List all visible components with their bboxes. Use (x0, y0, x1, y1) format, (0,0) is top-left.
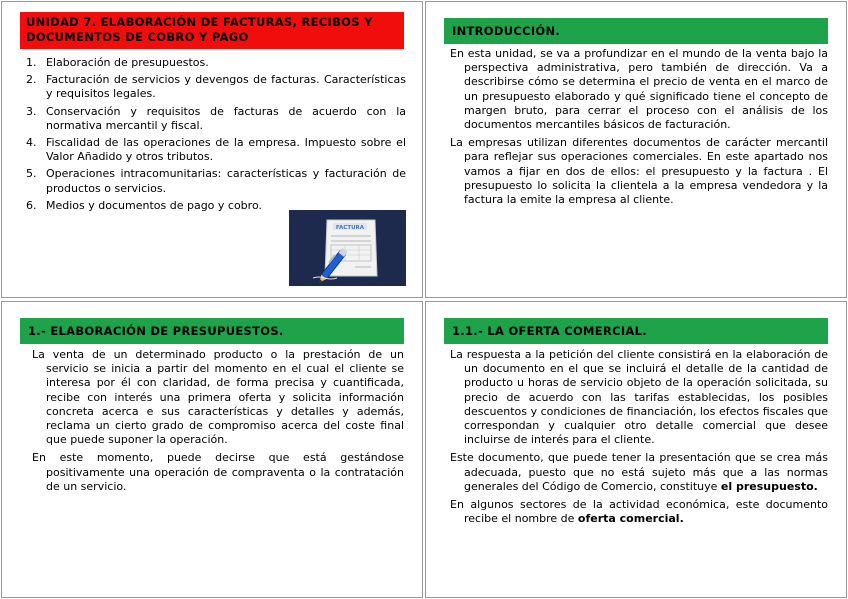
invoice-pen-icon (289, 210, 406, 286)
list-item: 1. Elaboración de presupuestos. (26, 56, 209, 69)
paragraph: En esta unidad, se va a profundizar en el mundo de la venta bajo la perspectiva administrativa, pero también de dirección. Va a describirse cómo se determina el precio de venta en el marco de un presupuesto elaborado y qué significado tiene el concepto de margen bruto, para cerrar el proceso con el análisis de los documentos mercantiles básicos de facturación. (450, 47, 828, 132)
list-item: 2. Facturación de servicios y devengos de facturas. Características y requisitos legales. (26, 73, 406, 101)
topics-list-container (26, 56, 406, 216)
slide-title: UNIDAD 7. ELABORACIÓN DE FACTURAS, RECIBOS Y DOCUMENTOS DE COBRO Y PAGO (20, 12, 404, 49)
slide-title: 1.- ELABORACIÓN DE PRESUPUESTOS. (20, 318, 404, 344)
slide-unit-7-index (1, 1, 423, 298)
slide-body (32, 348, 404, 498)
slide-title: INTRODUCCIÓN. (444, 18, 828, 44)
list-item: 3. Conservación y requisitos de facturas de acuerdo con la normativa mercantil y fiscal. (26, 104, 406, 132)
slide-title: 1.1.- LA OFERTA COMERCIAL. (444, 318, 828, 344)
paragraph: La respuesta a la petición del cliente consistirá en la elaboración de un documento en el que se incluirá el detalle de la cantidad de producto u horas de servicio objeto de la operación solicitada, su precio de acuerdo con las tarifas establecidas, los posibles descuentos y condiciones de financiación, los efectos fiscales que correspondan y cualquier otro detalle comercial que desee incluirse de interés para el cliente. (450, 348, 828, 447)
slide-body (450, 47, 828, 211)
topics-list (26, 56, 406, 213)
list-item: 6. Medios y documentos de pago y cobro. (26, 198, 262, 212)
bold-term-oferta-comercial: oferta comercial. (577, 512, 684, 526)
bold-term-presupuesto: el presupuesto. (720, 479, 818, 493)
slide-introduccion (425, 1, 847, 298)
invoice-label: FACTURA (335, 225, 365, 231)
paragraph: En este momento, puede decirse que está gestándose positivamente una operación de compraventa o la contratación de un servicio. (32, 451, 404, 493)
slide-elaboracion-presupuestos (1, 301, 423, 598)
slide-body (450, 348, 828, 530)
slide-oferta-comercial (425, 301, 847, 598)
paragraph: La empresas utilizan diferentes documentos de carácter mercantil para reflejar sus operaciones comerciales. En este apartado nos vamos a fijar en dos de ellos: el presupuesto y la factura . El presupuesto lo solicita la clientela a la empresa vendedora y la factura la emite la empresa al cliente. (450, 136, 828, 207)
paragraph: En algunos sectores de la actividad económica, este documento recibe el nombre de oferta comercial. (450, 498, 828, 526)
list-item: 5. Operaciones intracomunitarias: características y facturación de productos o servicios. (26, 167, 406, 195)
paragraph: Este documento, que puede tener la presentación que se crea más adecuada, puesto que no está sujeto más que a las normas generales del Código de Comercio, constituye el presupuesto. (450, 451, 828, 493)
list-item: 4. Fiscalidad de las operaciones de la empresa. Impuesto sobre el Valor Añadido y otros tributos. (26, 136, 406, 164)
paragraph: La venta de un determinado producto o la prestación de un servicio se inicia a partir del momento en el cual el cliente se interesa por él con claridad, de forma precisa y cuantificada, recibe con interés una primera oferta y solicita información concreta acerca e sus características y detalles y además, reclama un cierto grado de compromiso acerca del coste final que puede suponer la operación. (32, 348, 404, 447)
